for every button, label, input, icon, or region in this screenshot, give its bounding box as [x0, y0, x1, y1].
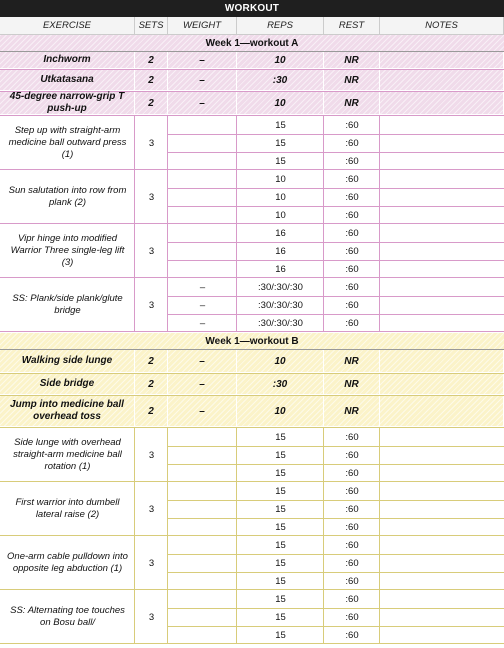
cell-reps: 16 [275, 227, 286, 239]
column-divider [167, 536, 168, 590]
column-divider [134, 170, 135, 224]
column-divider [236, 170, 237, 224]
column-divider [323, 428, 324, 482]
cell-rest: :60 [345, 557, 359, 569]
sheet-title: WORKOUT [0, 0, 504, 17]
cell-exercise: One-arm cable pulldown into opposite leg abduction (1) [7, 551, 128, 574]
column-divider [167, 278, 168, 332]
cell-sets: 3 [148, 137, 155, 149]
cell-weight: – [168, 70, 237, 91]
cell-rest: :60 [345, 575, 359, 587]
workout-section-label: Week 1—workout A [205, 37, 299, 49]
main-exercise-row [0, 92, 504, 116]
cell-exercise: Jump into medicine ball overhead toss [0, 396, 135, 427]
cell-rest: NR [324, 396, 380, 427]
column-divider [134, 116, 135, 170]
cell-weight [168, 116, 237, 134]
header-rest: REST [324, 17, 380, 35]
exercise-group [0, 428, 504, 482]
cell-sets: 2 [135, 350, 168, 373]
cell-reps: :30 [237, 70, 324, 91]
cell-rest: :60 [345, 245, 359, 257]
cell-sets: 3 [148, 299, 155, 311]
cell-sets: 3 [148, 611, 155, 623]
cell-exercise: Sun salutation into row from plank (2) [8, 185, 127, 208]
header-sets: SETS [135, 17, 168, 35]
column-divider [134, 536, 135, 590]
cell-reps: :30/:30/:30 [258, 299, 303, 311]
header-weight: WEIGHT [168, 17, 237, 35]
column-divider [323, 278, 324, 332]
cell-weight [168, 152, 237, 170]
cell-rest: :60 [345, 191, 359, 203]
cell-sets: 3 [148, 191, 155, 203]
cell-weight: – [199, 299, 206, 311]
column-divider [379, 590, 380, 644]
cell-notes [380, 70, 504, 91]
main-exercise-row [0, 70, 504, 92]
column-divider [323, 482, 324, 536]
cell-reps: 15 [275, 155, 286, 167]
column-divider [134, 590, 135, 644]
cell-weight [168, 590, 237, 608]
column-divider [236, 278, 237, 332]
cell-sets: 2 [135, 92, 168, 115]
cell-weight [168, 134, 237, 152]
cell-notes [380, 374, 504, 395]
column-divider [379, 428, 380, 482]
cell-rest: NR [324, 92, 380, 115]
cell-weight [168, 188, 237, 206]
cell-rest: :60 [345, 503, 359, 515]
cell-reps: 15 [275, 137, 286, 149]
cell-notes [380, 92, 504, 115]
cell-sets: 2 [135, 374, 168, 395]
cell-weight: – [168, 374, 237, 395]
header-reps: REPS [237, 17, 324, 35]
cell-rest: :60 [345, 263, 359, 275]
main-exercise-row [0, 374, 504, 396]
cell-rest: :60 [345, 629, 359, 641]
cell-rest: :60 [345, 593, 359, 605]
cell-reps: 15 [275, 611, 286, 623]
cell-sets: 3 [148, 449, 155, 461]
cell-sets: 3 [148, 557, 155, 569]
cell-rest: :60 [345, 467, 359, 479]
column-divider [323, 224, 324, 278]
cell-weight [168, 500, 237, 518]
cell-reps: 15 [275, 485, 286, 497]
column-divider [167, 428, 168, 482]
cell-reps: 15 [275, 467, 286, 479]
cell-reps: 10 [275, 173, 286, 185]
column-divider [167, 224, 168, 278]
cell-reps: 10 [237, 396, 324, 427]
column-divider [167, 590, 168, 644]
exercise-group [0, 170, 504, 224]
column-divider [379, 482, 380, 536]
cell-rest: :60 [345, 299, 359, 311]
header-notes: NOTES [380, 17, 504, 35]
cell-reps: 15 [275, 575, 286, 587]
cell-weight [168, 464, 237, 482]
cell-exercise: Side lunge with overhead straight-arm medicine ball rotation (1) [13, 437, 122, 472]
cell-reps: 10 [237, 350, 324, 373]
cell-weight [168, 554, 237, 572]
column-divider [236, 590, 237, 644]
cell-rest: :60 [345, 485, 359, 497]
cell-reps: 16 [275, 245, 286, 257]
column-divider [379, 170, 380, 224]
cell-weight [168, 428, 237, 446]
cell-exercise: Side bridge [0, 374, 135, 395]
cell-sets: 2 [135, 52, 168, 69]
column-divider [236, 224, 237, 278]
column-divider [134, 428, 135, 482]
cell-sets: 2 [135, 70, 168, 91]
cell-weight [168, 446, 237, 464]
header-exercise: EXERCISE [0, 17, 135, 35]
cell-reps: 10 [237, 92, 324, 115]
cell-reps: 10 [275, 191, 286, 203]
cell-reps: 15 [275, 449, 286, 461]
cell-rest: :60 [345, 431, 359, 443]
main-exercise-row [0, 396, 504, 428]
column-divider [236, 116, 237, 170]
cell-weight [168, 206, 237, 224]
cell-rest: :60 [345, 317, 359, 329]
cell-notes [380, 396, 504, 427]
column-divider [167, 116, 168, 170]
column-divider [323, 116, 324, 170]
cell-reps: 15 [275, 557, 286, 569]
cell-weight: – [168, 92, 237, 115]
cell-weight [168, 608, 237, 626]
cell-reps: 15 [275, 539, 286, 551]
cell-exercise: SS: Plank/side plank/glute bridge [12, 293, 123, 316]
main-exercise-row [0, 52, 504, 70]
cell-rest: :60 [345, 227, 359, 239]
cell-sets: 3 [148, 245, 155, 257]
column-divider [379, 224, 380, 278]
cell-reps: :30/:30/:30 [258, 317, 303, 329]
cell-rest: :60 [345, 449, 359, 461]
workout-section-header [0, 333, 504, 350]
cell-rest: :60 [345, 137, 359, 149]
column-divider [236, 536, 237, 590]
exercise-group [0, 116, 504, 170]
cell-sets: 3 [148, 503, 155, 515]
column-divider [379, 536, 380, 590]
column-divider [323, 170, 324, 224]
exercise-group [0, 224, 504, 278]
cell-reps: 15 [275, 119, 286, 131]
exercise-group [0, 590, 504, 644]
cell-exercise: First warrior into dumbell lateral raise (2) [15, 497, 120, 520]
cell-exercise: SS: Alternating toe touches on Bosu ball/ [10, 605, 125, 628]
cell-reps: 15 [275, 593, 286, 605]
cell-weight [168, 482, 237, 500]
column-divider [379, 278, 380, 332]
cell-reps: 15 [275, 629, 286, 641]
cell-weight [168, 170, 237, 188]
cell-rest: :60 [345, 119, 359, 131]
cell-reps: 16 [275, 263, 286, 275]
cell-weight [168, 536, 237, 554]
cell-weight: – [168, 52, 237, 69]
cell-reps: 15 [275, 503, 286, 515]
cell-rest: :60 [345, 209, 359, 221]
cell-exercise: Step up with straight-arm medicine ball outward press (1) [8, 125, 127, 160]
cell-rest: :60 [345, 281, 359, 293]
cell-rest: :60 [345, 521, 359, 533]
column-divider [379, 116, 380, 170]
workout-section-header [0, 35, 504, 52]
exercise-group [0, 278, 504, 332]
cell-rest: :60 [345, 611, 359, 623]
cell-reps: 15 [275, 521, 286, 533]
column-divider [323, 536, 324, 590]
cell-weight [168, 224, 237, 242]
column-divider [323, 590, 324, 644]
cell-exercise: Vipr hinge into modified Warrior Three single-leg lift (3) [10, 233, 125, 268]
exercise-group [0, 536, 504, 590]
cell-exercise: Utkatasana [0, 70, 135, 91]
exercise-group [0, 482, 504, 536]
cell-exercise: Inchworm [0, 52, 135, 69]
cell-weight: – [199, 281, 206, 293]
cell-notes [380, 350, 504, 373]
cell-rest: NR [324, 374, 380, 395]
cell-notes [380, 52, 504, 69]
cell-reps: :30 [237, 374, 324, 395]
cell-reps: 10 [275, 209, 286, 221]
cell-weight: – [168, 350, 237, 373]
cell-weight [168, 260, 237, 278]
column-divider [134, 278, 135, 332]
cell-reps: 15 [275, 431, 286, 443]
cell-rest: NR [324, 70, 380, 91]
column-divider [236, 482, 237, 536]
cell-rest: :60 [345, 155, 359, 167]
cell-weight: – [168, 396, 237, 427]
main-exercise-row [0, 350, 504, 374]
column-header-row [0, 17, 504, 35]
column-divider [167, 482, 168, 536]
cell-rest: NR [324, 52, 380, 69]
cell-weight [168, 572, 237, 590]
cell-rest: :60 [345, 539, 359, 551]
cell-weight [168, 518, 237, 536]
workout-section-label: Week 1—workout B [205, 335, 299, 347]
column-divider [134, 224, 135, 278]
cell-exercise: 45-degree narrow-grip T push-up [0, 92, 135, 115]
cell-rest: NR [324, 350, 380, 373]
cell-rest: :60 [345, 173, 359, 185]
cell-weight [168, 626, 237, 644]
cell-weight [168, 242, 237, 260]
column-divider [134, 482, 135, 536]
cell-reps: 10 [237, 52, 324, 69]
cell-weight: – [199, 317, 206, 329]
column-divider [236, 428, 237, 482]
cell-reps: :30/:30/:30 [258, 281, 303, 293]
cell-exercise: Walking side lunge [0, 350, 135, 373]
column-divider [167, 170, 168, 224]
cell-sets: 2 [135, 396, 168, 427]
